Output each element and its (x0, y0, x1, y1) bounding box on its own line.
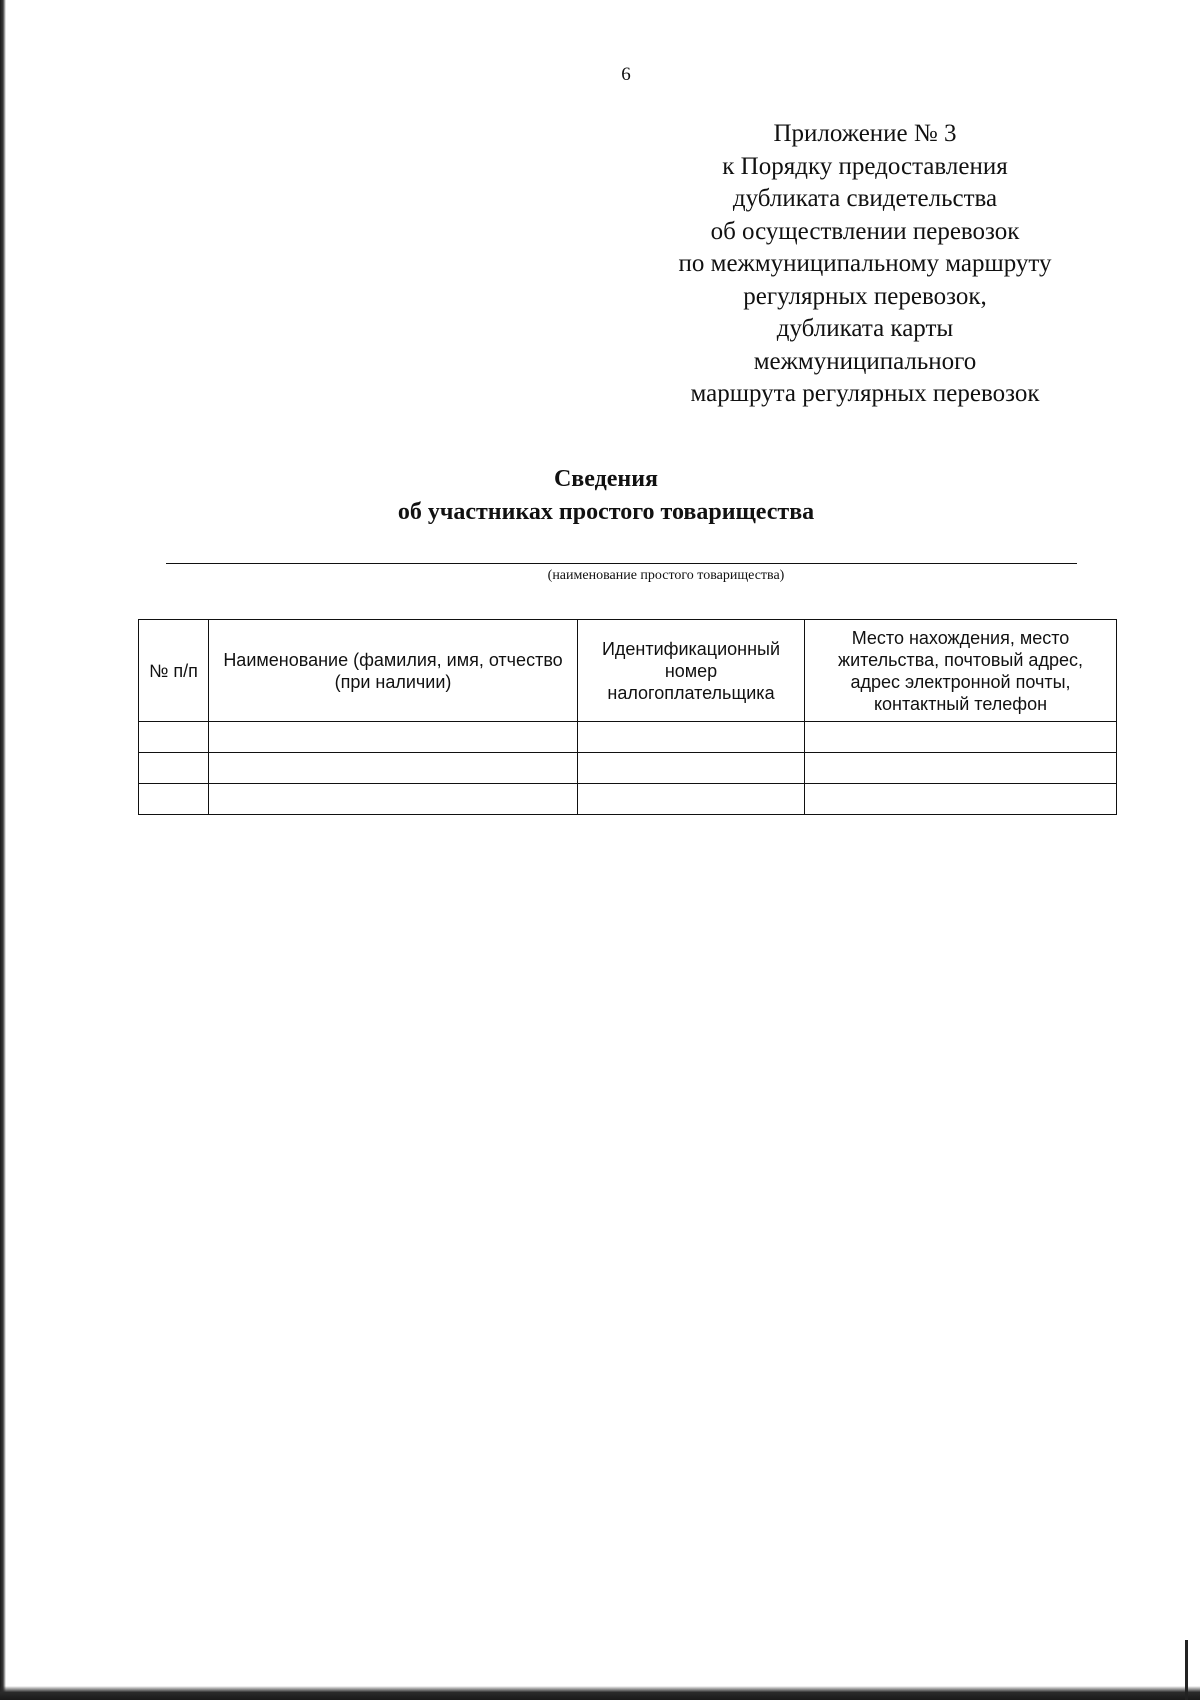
table-cell (578, 784, 805, 815)
scan-edge-right (1185, 1640, 1188, 1700)
appendix-line: об осуществлении перевозок (710, 217, 1020, 245)
table-row (139, 722, 1117, 753)
table-cell (578, 722, 805, 753)
table-row (139, 753, 1117, 784)
participants-table (138, 619, 1117, 815)
table-cell (805, 784, 1117, 815)
column-header-name: Наименование (фамилия, имя, отчество (при наличии) (209, 620, 578, 722)
document-title-line-2: об участниках простого товарищества (397, 499, 815, 525)
table-cell (209, 753, 578, 784)
table-header-row (139, 620, 1117, 722)
table-row (139, 784, 1117, 815)
appendix-line: регулярных перевозок, (743, 282, 987, 310)
table-cell (139, 784, 209, 815)
table-cell (209, 722, 578, 753)
document-title-line-1: Сведения (553, 466, 659, 492)
appendix-line: к Порядку предоставления (722, 152, 1008, 180)
appendix-line: Приложение № 3 (773, 120, 957, 147)
appendix-line: дубликата свидетельства (732, 185, 998, 212)
table-cell (805, 753, 1117, 784)
table-cell (139, 753, 209, 784)
scan-edge-bottom (0, 1686, 1200, 1700)
page-number: 6 (621, 64, 631, 85)
column-header-number: № п/п (139, 620, 209, 722)
appendix-line: межмуниципального (753, 347, 977, 375)
table-cell (209, 784, 578, 815)
table-cell (805, 722, 1117, 753)
document-title (0, 463, 1200, 529)
table-cell (139, 722, 209, 753)
table-cell (578, 753, 805, 784)
appendix-reference (595, 118, 1135, 411)
partnership-name-field (166, 563, 1077, 564)
appendix-line: маршрута регулярных перевозок (690, 380, 1040, 407)
scan-edge-left (0, 0, 6, 1700)
column-header-inn: Идентификационный номер налогоплательщика (578, 620, 805, 722)
column-header-address: Место нахождения, место жительства, почтовый адрес, адрес электронной почты, контактный телефон (805, 620, 1117, 722)
partnership-name-caption: (наименование простого товарищества) (547, 568, 785, 583)
appendix-line: дубликата карты (776, 315, 954, 342)
appendix-line: по межмуниципальному маршруту (678, 250, 1052, 277)
